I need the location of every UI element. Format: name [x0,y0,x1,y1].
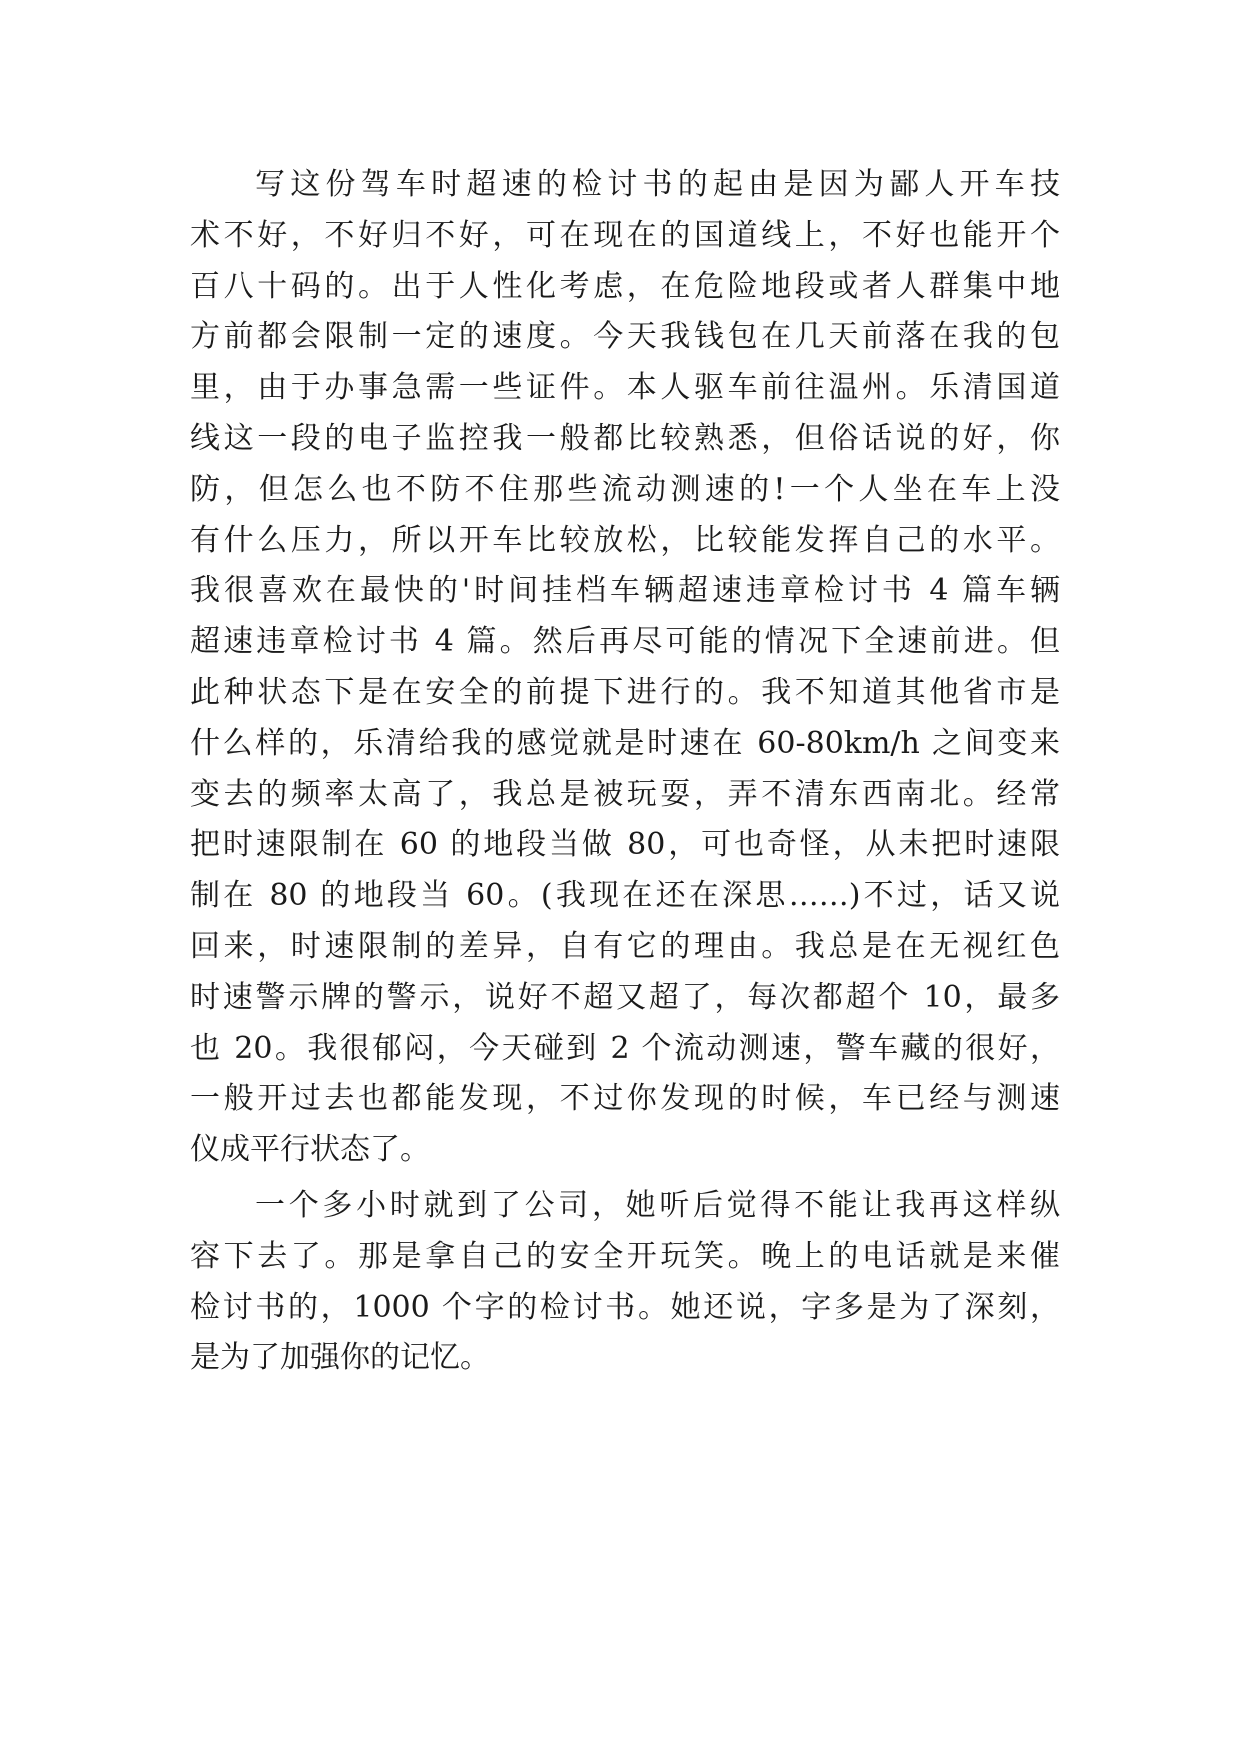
text-line: 有什么压力，所以开车比较放松，比较能发挥自己的水平。 [190,522,1060,558]
text-line: 容下去了。那是拿自己的安全开玩笑。晚上的电话就是来催 [190,1238,1060,1274]
text-line: 也 20。我很郁闷，今天碰到 2 个流动测速，警车藏的很好， [190,1030,1060,1066]
text-line: 把时速限制在 60 的地段当做 80，可也奇怪，从未把时速限 [190,827,1060,863]
text-line: 制在 80 的地段当 60。(我现在还在深思……)不过，话又说 [190,878,1060,914]
text-line: 写这份驾车时超速的检讨书的起由是因为鄙人开车技 [255,167,1060,202]
paragraph [190,160,1060,1176]
text-line: 变去的频率太高了，我总是被玩耍，弄不清东西南北。经常 [190,776,1060,812]
document-body [190,160,1060,1384]
text-line: 回来，时速限制的差异，自有它的理由。我总是在无视红色 [190,928,1060,964]
text-line: 防，但怎么也不防不住那些流动测速的!一个人坐在车上没 [190,471,1060,507]
text-line: 方前都会限制一定的速度。今天我钱包在几天前落在我的包 [190,319,1060,355]
text-line: 时速警示牌的警示，说好不超又超了，每次都超个 10，最多 [190,979,1060,1015]
text-line: 超速违章检讨书 4 篇。然后再尽可能的情况下全速前进。但 [190,624,1060,660]
text-line: 百八十码的。出于人性化考虑，在危险地段或者人群集中地 [190,268,1060,304]
text-line: 线这一段的电子监控我一般都比较熟悉，但俗话说的好，你 [190,420,1060,456]
text-line: 我很喜欢在最快的'时间挂档车辆超速违章检讨书 4 篇车辆 [190,573,1060,609]
text-line: 仪成平行状态了。 [190,1132,430,1168]
paragraph [190,1181,1060,1384]
text-line: 什么样的，乐清给我的感觉就是时速在 60-80km/h 之间变来 [190,725,1060,761]
text-line: 里，由于办事急需一些证件。本人驱车前往温州。乐清国道 [190,370,1060,406]
text-line: 是为了加强你的记忆。 [190,1340,490,1376]
text-line: 检讨书的，1000 个字的检讨书。她还说，字多是为了深刻， [190,1289,1060,1325]
text-line: 一个多小时就到了公司，她听后觉得不能让我再这样纵 [255,1187,1060,1223]
text-line: 此种状态下是在安全的前提下进行的。我不知道其他省市是 [190,674,1060,710]
text-line: 术不好，不好归不好，可在现在的国道线上，不好也能开个 [190,217,1060,253]
text-line: 一般开过去也都能发现，不过你发现的时候，车已经与测速 [190,1081,1060,1117]
